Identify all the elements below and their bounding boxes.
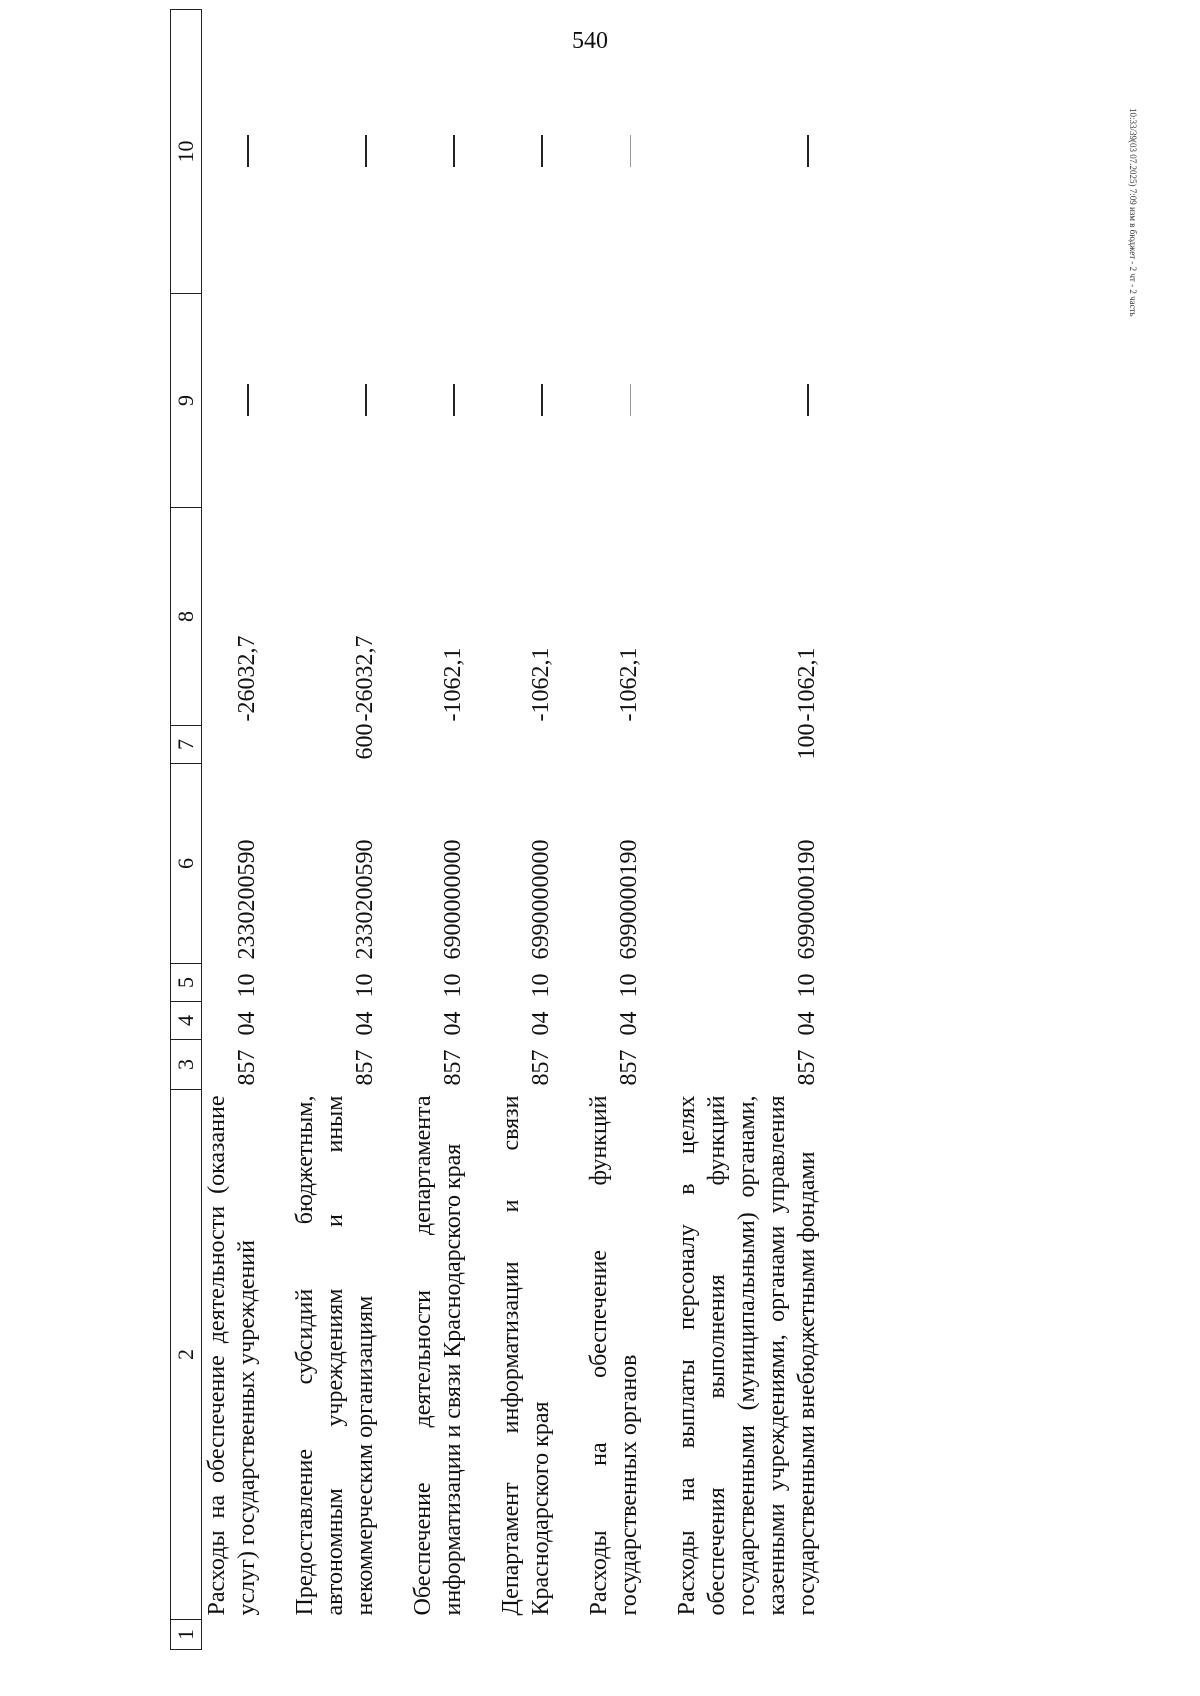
- row-description: Предоставление субсидий бюджетным, автономным учреждениям и иным некоммерческим организациям: [292, 1095, 378, 1616]
- cell-col3: 857: [528, 1049, 554, 1086]
- budget-table: [170, 9, 822, 1650]
- header-cell-6: 6: [171, 764, 202, 964]
- cell-col10: [408, 10, 468, 294]
- cell-col9: [672, 294, 822, 508]
- header-cell-9: 9: [171, 294, 202, 508]
- page-number: 540: [572, 28, 608, 54]
- cell-col4: 04: [528, 1011, 554, 1036]
- row-description: Расходы на обеспечение функций государственных органов: [586, 1095, 642, 1616]
- cell-col4: 04: [440, 1011, 466, 1036]
- cell-col8: -26032,7: [352, 635, 378, 722]
- dash-mark: [365, 136, 367, 168]
- table-row: [584, 10, 644, 1650]
- table-row: [672, 10, 822, 1650]
- table-row: [202, 10, 263, 1650]
- header-cell-5: 5: [171, 964, 202, 1002]
- cell-col8: -26032,7: [234, 635, 260, 722]
- cell-col5: 10: [440, 973, 466, 998]
- cell-col9: [584, 294, 644, 508]
- cell-col10: [202, 10, 263, 294]
- row-description: Обеспечение деятельности департамента информатизации и связи Краснодарского края: [410, 1095, 466, 1616]
- cell-col3: 857: [794, 1049, 820, 1086]
- dash-mark: [247, 385, 249, 417]
- cell-col7: [408, 726, 468, 764]
- cell-col3: 857: [616, 1049, 642, 1086]
- dash-mark: [630, 136, 631, 168]
- cell-col5: 10: [234, 973, 260, 998]
- cell-col6: 2330200590: [234, 839, 260, 960]
- cell-col5: 10: [794, 973, 820, 998]
- header-cell-2: 2: [171, 1090, 202, 1620]
- dash-mark: [453, 385, 455, 417]
- cell-col3: 857: [440, 1049, 466, 1086]
- cell-col8: -1062,1: [440, 647, 466, 722]
- cell-col9: [408, 294, 468, 508]
- header-cell-10: 10: [171, 10, 202, 294]
- cell-col9: [496, 294, 556, 508]
- dash-mark: [541, 136, 543, 168]
- cell-col4: 04: [352, 1011, 378, 1036]
- dash-mark: [807, 385, 809, 417]
- cell-col7: 100: [794, 723, 820, 760]
- header-cell-4: 4: [171, 1002, 202, 1040]
- table-row: [290, 10, 380, 1650]
- cell-col6: 6990000000: [528, 839, 554, 960]
- table-row: [408, 10, 468, 1650]
- header-cell-7: 7: [171, 726, 202, 764]
- cell-col8: -1062,1: [616, 647, 642, 722]
- cell-col4: 04: [616, 1011, 642, 1036]
- footer-note: 10:33/39(03 07.2025) 7:09 изм в бюджет - 2 чт - 2 часть: [1128, 108, 1138, 317]
- row-description: Департамент информатизации и связи Краснодарского края: [498, 1095, 554, 1616]
- dash-mark: [541, 385, 543, 417]
- cell-col10: [672, 10, 822, 294]
- cell-col6: 6900000000: [440, 839, 466, 960]
- cell-col7: [202, 726, 263, 764]
- cell-col10: [290, 10, 380, 294]
- cell-col10: [584, 10, 644, 294]
- header-cell-3: 3: [171, 1040, 202, 1090]
- cell-col3: 857: [352, 1049, 378, 1086]
- cell-col3: 857: [234, 1049, 260, 1086]
- rotated-table-page: [170, 10, 1040, 1650]
- dash-mark: [365, 385, 367, 417]
- cell-col6: 6990000190: [794, 839, 820, 960]
- dash-mark: [247, 136, 249, 168]
- header-cell-1: 1: [171, 1620, 202, 1650]
- cell-col9: [290, 294, 380, 508]
- cell-col10: [496, 10, 556, 294]
- cell-col9: [202, 294, 263, 508]
- dash-mark: [453, 136, 455, 168]
- row-description: Расходы на обеспечение деятельности (оказание услуг) государственных учреждений: [204, 1095, 260, 1616]
- cell-col4: 04: [794, 1011, 820, 1036]
- cell-col7: [584, 726, 644, 764]
- row-description: Расходы на выплаты персоналу в целях обеспечения выполнения функций государственными (муниципальными) органами, казенными учреждениями, органами управления государственными внебюджетными фондами: [674, 1095, 820, 1616]
- cell-col5: 10: [528, 973, 554, 998]
- dash-mark: [807, 136, 809, 168]
- cell-col7: [496, 726, 556, 764]
- table-header-row: [171, 10, 202, 1650]
- table-row: [496, 10, 556, 1650]
- cell-col8: -1062,1: [528, 647, 554, 722]
- cell-col8: -1062,1: [794, 647, 820, 722]
- cell-col6: 6990000190: [616, 839, 642, 960]
- cell-col7: 600: [352, 723, 378, 760]
- dash-mark: [630, 385, 631, 417]
- header-cell-8: 8: [171, 508, 202, 726]
- cell-col5: 10: [352, 973, 378, 998]
- cell-col4: 04: [234, 1011, 260, 1036]
- cell-col5: 10: [616, 973, 642, 998]
- cell-col6: 2330200590: [352, 839, 378, 960]
